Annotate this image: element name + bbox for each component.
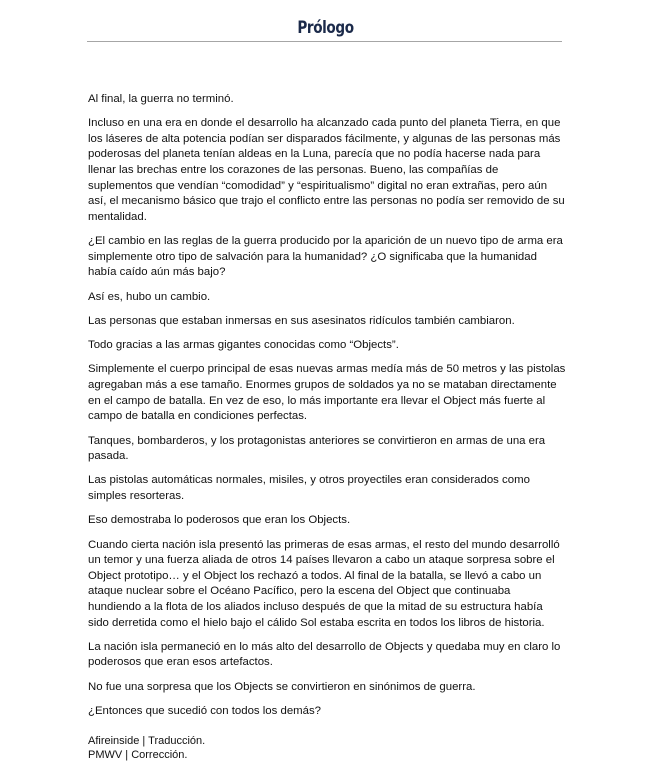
paragraph: Cuando cierta nación isla presentó las primeras de esas armas, el resto del mundo desarrolló un temor y una fuerza aliada de otros 14 países llevaron a cabo un ataque sorpresa sobre el Object prototipo… y el Object los rechazó a todos. Al final de la batalla, se llevó a cabo un ataque nuclear sobre el Océano Pacífico, pero la escena del Object que continuaba hundiendo a la flota de los aliados incluso después de que la mitad de su estructura había sido derretida como el hielo bajo el cálido Sol estaba escrita en todos los libros de historia. [88,538,560,629]
page-title: Prólogo [297,18,354,38]
paragraph: ¿El cambio en las reglas de la guerra producido por la aparición de un nuevo tipo de arma era simplemente otro tipo de salvación para la humanidad? ¿O significaba que la humanidad había caído aún más bajo? [88,235,563,279]
paragraph: No fue una sorpresa que los Objects se convirtieron en sinónimos de guerra. [88,680,476,693]
title-divider [87,41,562,42]
paragraph: Todo gracias a las armas gigantes conocidas como “Objects”. [88,339,399,352]
document-body [88,92,566,728]
credits-footer [88,734,205,762]
paragraph: La nación isla permaneció en lo más alto del desarrollo de Objects y quedaba muy en claro lo poderosos que eran esos artefactos. [88,640,561,669]
paragraph: Así es, hubo un cambio. [88,290,211,303]
paragraph: Eso demostraba lo poderosos que eran los Objects. [88,514,351,527]
paragraph: Incluso en una era en donde el desarrollo ha alcanzado cada punto del planeta Tierra, en que los láseres de alta potencia podían ser disparados fácilmente, y algunas de las personas más poderosas del planeta tenían aldeas en la Luna, parecía que no podía hacerse nada para llenar las brechas entre los corazones de las personas. Bueno, las compañías de suplementos que vendían “comodidad” y “espiritualismo” digital no eran extrañas, pero aún así, el mecanismo básico que trajo el conflicto entre las personas no podía ser removido de su mentalidad. [88,117,565,223]
paragraph: Tanques, bombarderos, y los protagonistas anteriores se convirtieron en armas de una era pasada. [88,434,546,463]
paragraph: Las pistolas automáticas normales, misiles, y otros proyectiles eran considerados como simples resorteras. [88,474,530,502]
paragraph: ¿Entonces que sucedió con todos los demás? [88,704,322,717]
translation-credit: Afireinside | Traducción. [88,735,206,747]
paragraph: Simplemente el cuerpo principal de esas nuevas armas medía más de 50 metros y las pistolas agregaban más a ese tamaño. Enormes grupos de soldados ya no se mataban directamente en el campo de batalla. En vez de eso, lo más importante era llevar el Object más fuerte al campo de batalla en condiciones perfectas. [88,363,566,423]
paragraph: Las personas que estaban inmersas en sus asesinatos ridículos también cambiaron. [88,314,515,327]
paragraph: Al final, la guerra no terminó. [88,93,234,105]
correction-credit: PMWV | Corrección. [88,749,188,761]
